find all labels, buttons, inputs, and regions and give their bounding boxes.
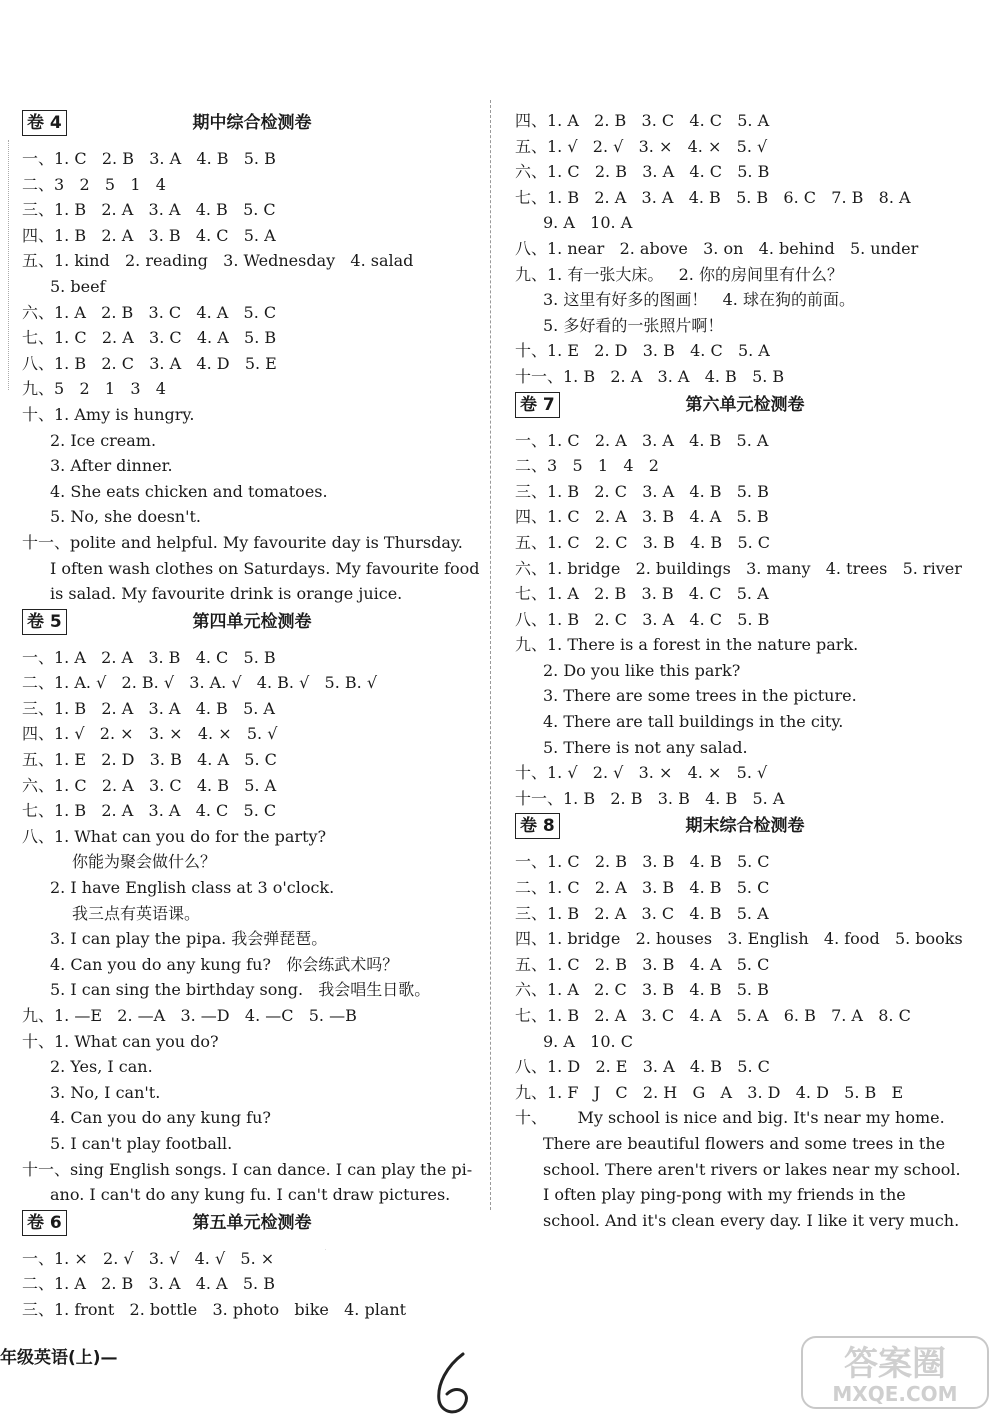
answer-line: 十、1. E 2. D 3. B 4. C 5. A: [515, 341, 770, 361]
answer-line: 5. I can sing the birthday song. 我会唱生日歌。: [50, 980, 431, 1000]
section-title: 第五单元检测卷: [192, 1212, 312, 1233]
answer-line: 十一、1. B 2. B 3. B 4. B 5. A: [515, 788, 785, 808]
answer-line: ano. I can't do any kung fu. I can't draw pictures.: [50, 1185, 451, 1205]
section-tag: 卷 7: [515, 392, 560, 418]
answer-line: 十、1. What can you do?: [22, 1031, 219, 1051]
answer-line: 五、1. E 2. D 3. B 4. A 5. C: [22, 750, 277, 770]
answer-line: 5. 多好看的一张照片啊！: [543, 315, 724, 335]
answer-line: 七、1. B 2. A 3. A 4. C 5. C: [22, 801, 277, 821]
section-header: [515, 811, 975, 845]
answer-line: I often play ping-pong with my friends in the: [543, 1185, 906, 1205]
answer-line: school. There aren't rivers or lakes near my school.: [543, 1159, 961, 1179]
answer-line: 四、1. C 2. A 3. B 4. A 5. B: [515, 507, 769, 527]
section-title: 期中综合检测卷: [192, 113, 312, 133]
answer-line: 六、1. C 2. A 3. C 4. B 5. A: [22, 775, 277, 795]
section-header: [22, 1208, 482, 1242]
section-header: [515, 390, 975, 424]
answer-line: 九、1. There is a forest in the nature park.: [515, 635, 859, 655]
svg-text:MXQE.COM: MXQE.COM: [832, 1382, 958, 1406]
answer-line: 八、1. What can you do for the party?: [22, 826, 327, 846]
answer-line: I often wash clothes on Saturdays. My favourite food: [50, 558, 480, 578]
answer-line: 三、1. B 2. A 3. A 4. B 5. C: [22, 200, 276, 220]
svg-text:答案圈: 答案圈: [844, 1344, 946, 1384]
answer-line: 三、1. B 2. A 3. A 4. B 5. A: [22, 698, 275, 718]
answer-line: 二、3 5 1 4 2: [515, 456, 659, 476]
handwritten-page-number: [325, 1250, 485, 1420]
answer-line: school. And it's clean every day. I like it very much.: [543, 1210, 960, 1230]
answer-line: 4. She eats chicken and tomatoes.: [50, 481, 328, 501]
answer-line: 5. beef: [50, 276, 106, 296]
answer-line: 五、1. C 2. B 3. B 4. A 5. C: [515, 954, 770, 974]
answer-line: 七、1. B 2. A 3. C 4. A 5. A 6. B 7. A 8. C: [515, 1006, 911, 1025]
answer-line: 五、1. C 2. C 3. B 4. B 5. C: [515, 532, 771, 552]
answer-line: 七、1. C 2. A 3. C 4. A 5. B: [22, 328, 277, 348]
section-tag: 卷 4: [22, 110, 67, 136]
answer-line: 八、1. B 2. C 3. A 4. C 5. B: [515, 609, 770, 629]
answer-line: 5. No, she doesn't.: [50, 507, 201, 527]
answer-line: 四、1. bridge 2. houses 3. English 4. food 5. books: [515, 929, 963, 949]
answer-line: 5. I can't play football.: [50, 1133, 233, 1153]
column-divider: [490, 100, 492, 1210]
answer-line: 3. No, I can't.: [50, 1082, 161, 1102]
answer-line: 五、1. kind 2. reading 3. Wednesday 4. salad: [22, 251, 414, 271]
answer-line: 九、1. F J C 2. H G A 3. D 4. D 5. B E: [515, 1082, 904, 1102]
answer-line: 2. Yes, I can.: [50, 1057, 153, 1077]
answer-line: 一、1. C 2. B 3. B 4. B 5. C: [515, 852, 770, 872]
answer-line: 4. Can you do any kung fu?: [50, 1108, 271, 1128]
answer-line: 3. I can play the pipa. 我会弹琵琶。: [50, 929, 328, 949]
answer-line: 六、1. bridge 2. buildings 3. many 4. trees 5. river: [515, 558, 962, 578]
section-title: 第四单元检测卷: [192, 611, 312, 632]
answer-line: 3. After dinner.: [50, 456, 173, 476]
answer-line: 4. There are tall buildings in the city.: [543, 712, 844, 732]
answer-line: 十一、1. B 2. A 3. A 4. B 5. B: [515, 366, 785, 386]
answer-line: 四、1. √ 2. × 3. × 4. × 5. √: [22, 724, 278, 744]
answer-line: 八、1. D 2. E 3. A 4. B 5. C: [515, 1057, 770, 1077]
section-header: [22, 108, 482, 142]
answer-line: 十、 My school is nice and big. It's near my home.: [515, 1108, 945, 1128]
answer-line: 十一、polite and helpful. My favourite day is Thursday.: [22, 532, 463, 552]
answer-line: 我三点有英语课。: [72, 903, 201, 923]
answer-line: 3. 这里有好多的图画！ 4. 球在狗的前面。: [543, 290, 855, 310]
answer-line: 七、1. B 2. A 3. A 4. B 5. B 6. C 7. B 8. A: [515, 187, 911, 207]
answer-line: 九、5 2 1 3 4: [22, 379, 166, 399]
answer-line: 3. There are some trees in the picture.: [543, 686, 857, 706]
answer-line: 4. Can you do any kung fu? 你会练武术吗？: [50, 954, 399, 974]
answer-line: 你能为聚会做什么？: [72, 852, 217, 872]
answer-line: 十一、sing English songs. I can dance. I can play the pi-: [22, 1159, 473, 1179]
answer-line: 一、1. C 2. A 3. A 4. B 5. A: [515, 430, 769, 450]
answer-line: 九、1. —E 2. —A 3. —D 4. —C 5. —B: [22, 1006, 357, 1025]
answer-line: 四、1. A 2. B 3. C 4. C 5. A: [515, 111, 770, 130]
answer-line: 二、1. C 2. A 3. B 4. B 5. C: [515, 878, 770, 898]
answer-line: 六、1. A 2. C 3. B 4. B 5. B: [515, 980, 769, 1000]
answer-line: 九、1. 有一张大床。 2. 你的房间里有什么？: [515, 264, 843, 284]
answer-line: 一、1. C 2. B 3. A 4. B 5. B: [22, 149, 276, 168]
answer-line: 5. There is not any salad.: [543, 737, 748, 757]
answer-line: 三、1. B 2. C 3. A 4. B 5. B: [515, 481, 769, 501]
answer-line: 2. Do you like this park?: [543, 660, 741, 680]
section-tag: 卷 5: [22, 609, 67, 635]
answer-line: 八、1. near 2. above 3. on 4. behind 5. under: [515, 238, 919, 258]
answer-line: 四、1. B 2. A 3. B 4. C 5. A: [22, 225, 276, 245]
answer-line: 七、1. A 2. B 3. B 4. C 5. A: [515, 584, 769, 604]
answer-line: 二、1. A 2. B 3. A 4. A 5. B: [22, 1274, 275, 1294]
section-title: 期末综合检测卷: [685, 816, 805, 837]
section-tag: 卷 6: [22, 1210, 67, 1236]
margin-rule: [8, 140, 10, 390]
answer-line: 六、1. C 2. B 3. A 4. C 5. B: [515, 162, 770, 182]
left-column: [22, 108, 482, 1323]
answer-line: is salad. My favourite drink is orange juice.: [50, 584, 403, 604]
answer-line: There are beautiful flowers and some trees in the: [543, 1133, 946, 1153]
footer-label: 年级英语(上)—: [0, 1348, 118, 1368]
answer-line: 9. A 10. C: [543, 1031, 633, 1051]
answer-line: 一、1. A 2. A 3. B 4. C 5. B: [22, 647, 276, 667]
answer-line: 十、1. Amy is hungry.: [22, 404, 195, 424]
right-column: [515, 108, 975, 1233]
answer-line: 2. Ice cream.: [50, 430, 157, 450]
svg-text:6: 6: [325, 1250, 326, 1251]
answer-line: 三、1. B 2. A 3. C 4. B 5. A: [515, 903, 769, 923]
answer-line: 二、1. A. √ 2. B. √ 3. A. √ 4. B. √ 5. B. √: [22, 673, 378, 693]
section-title: 第六单元检测卷: [685, 394, 805, 415]
section-header: [22, 607, 482, 641]
answer-line: 五、1. √ 2. √ 3. × 4. × 5. √: [515, 136, 768, 156]
answer-line: 2. I have English class at 3 o'clock.: [50, 878, 335, 898]
answer-line: 9. A 10. A: [543, 213, 633, 233]
answer-line: 一、1. × 2. √ 3. √ 4. √ 5. ×: [22, 1248, 275, 1268]
answer-line: 三、1. front 2. bottle 3. photo bike 4. plant: [22, 1299, 407, 1319]
answer-line: 十、1. √ 2. √ 3. × 4. × 5. √: [515, 763, 768, 783]
watermark-logo: [800, 1335, 990, 1410]
answer-line: 二、3 2 5 1 4: [22, 174, 166, 194]
section-tag: 卷 8: [515, 813, 560, 839]
answer-line: 六、1. A 2. B 3. C 4. A 5. C: [22, 302, 277, 322]
answer-line: 八、1. B 2. C 3. A 4. D 5. E: [22, 353, 277, 373]
